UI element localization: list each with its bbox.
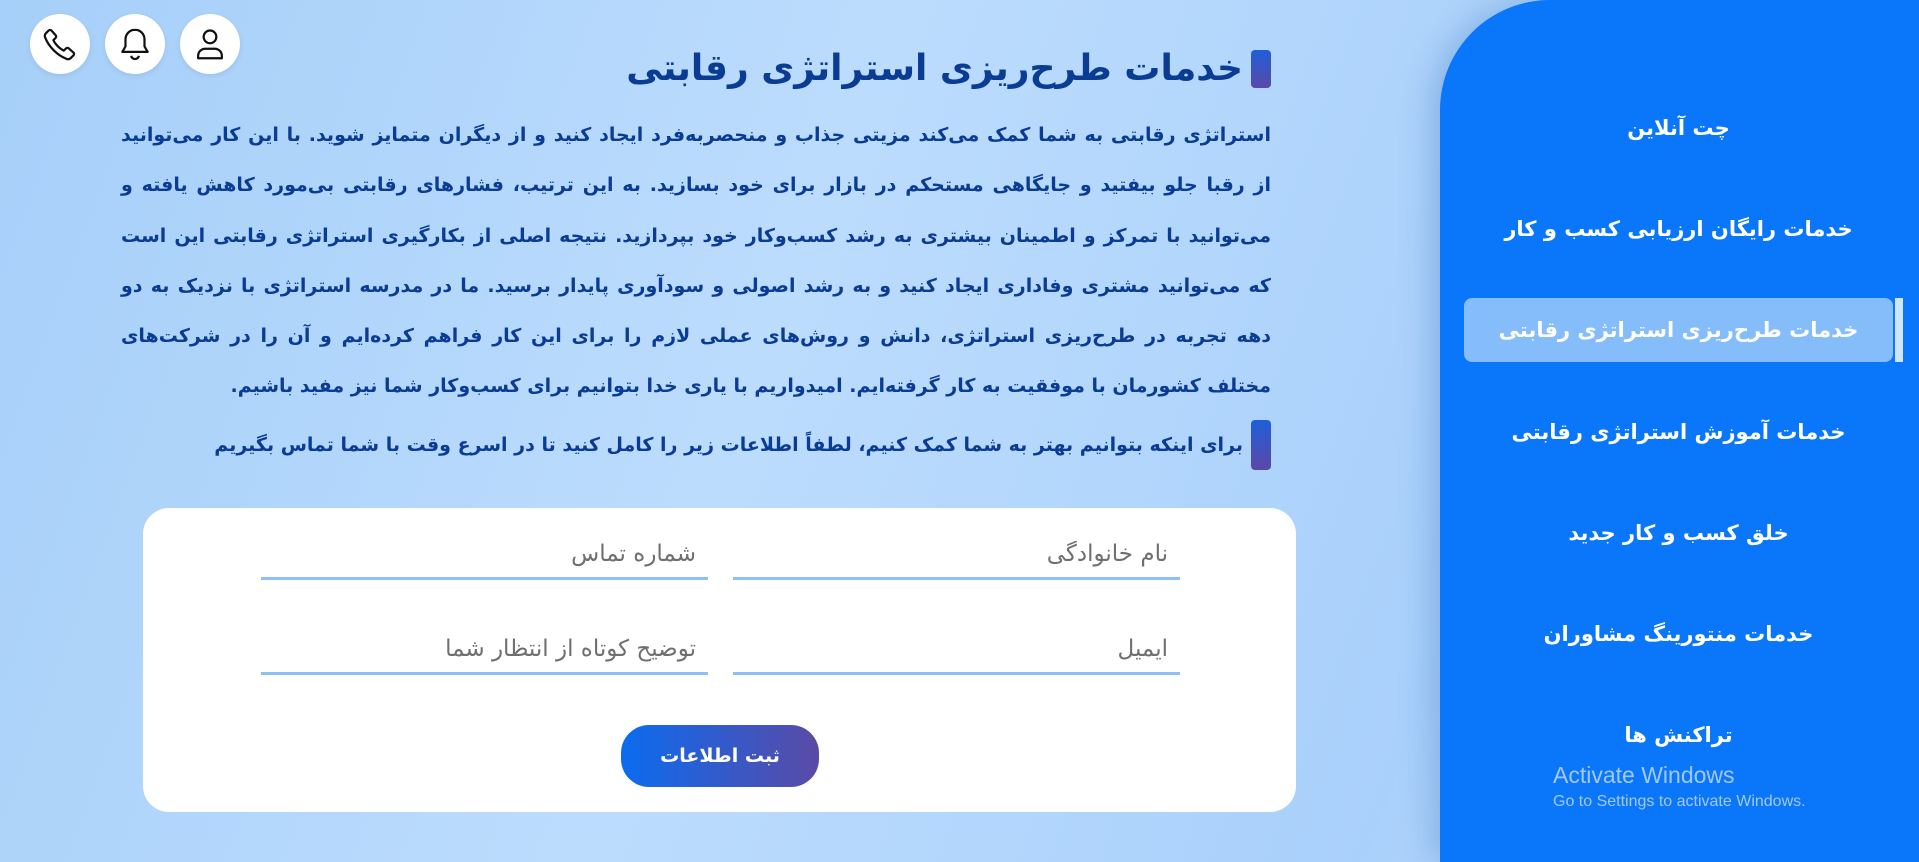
last-name-input[interactable] — [733, 530, 1180, 577]
last-name-field-wrapper — [733, 530, 1180, 580]
sidebar-item-mentoring[interactable] — [1464, 602, 1893, 666]
description-input[interactable] — [261, 625, 708, 672]
notifications-button[interactable] — [105, 14, 165, 74]
header-icons — [30, 14, 240, 74]
phone-button[interactable] — [30, 14, 90, 74]
sidebar-item-label: خلق کسب و کار جدید — [1568, 521, 1789, 545]
profile-button[interactable] — [180, 14, 240, 74]
sidebar-item-online-chat[interactable] — [1464, 96, 1893, 160]
email-field-wrapper — [733, 625, 1180, 675]
watermark-title: Activate Windows — [1553, 762, 1735, 788]
submit-button[interactable]: ثبت اطلاعات — [621, 725, 819, 787]
sidebar-item-strategy-training[interactable] — [1464, 400, 1893, 464]
title-marker — [1251, 50, 1271, 88]
description-field-wrapper — [261, 625, 708, 675]
sidebar-item-label: تراکنش ها — [1624, 723, 1733, 747]
user-icon — [191, 25, 229, 63]
sidebar-item-free-evaluation[interactable] — [1464, 197, 1893, 261]
sidebar-item-label: خدمات آموزش استراتژی رقابتی — [1511, 420, 1846, 444]
watermark-subtitle: Go to Settings to activate Windows. — [1553, 793, 1806, 810]
sidebar-item-transactions[interactable] — [1464, 703, 1893, 767]
contact-form — [143, 508, 1296, 812]
sidebar-item-label: خدمات رایگان ارزیابی کسب و کار — [1504, 217, 1853, 241]
email-input[interactable] — [733, 625, 1180, 672]
page-title-text: خدمات طرح‌ریزی استراتژی رقابتی — [626, 48, 1243, 89]
phone-input[interactable] — [261, 530, 708, 577]
bell-icon — [116, 25, 154, 63]
sidebar-item-strategy-planning[interactable] — [1464, 298, 1893, 362]
prompt-marker — [1251, 420, 1271, 470]
sidebar-item-label: چت آنلاین — [1627, 116, 1730, 140]
sidebar — [1440, 0, 1919, 862]
form-prompt — [214, 420, 1271, 470]
form-prompt-text: برای اینکه بتوانیم بهتر به شما کمک کنیم، لطفاً اطلاعات زیر را کامل کنید تا در اسرع وقت با شما تماس بگیریم — [214, 434, 1243, 456]
phone-field-wrapper — [261, 530, 708, 580]
description-paragraph: استراتژی رقابتی به شما کمک می‌کند مزیتی جذاب و منحصربه‌فرد ایجاد کنید و از دیگران متمایز شوید. با این کار می‌توانید از رقبا جلو بیفتید و جایگاهی مستحکم در بازار برای خود بسازید. به این ترتیب، فشارهای رقابتی بی‌مورد کاهش یافته و می‌توانید با تمرکز و اطمینان بیشتری به رشد کسب‌وکار خود بپردازید. نتیجه اصلی از بکارگیری استراتژی رقابتی این است که می‌توانید مشتری وفاداری ایجاد کنید و به رشد اصولی و سودآوری پایدار برسید. ما در مدرسه استراتژی با نزدیک به دو دهه تجربه در طرح‌ریزی استراتژی، دانش و روش‌های عملی لازم را برای این کار فراهم کرده‌ایم و آن را در شرکت‌های مختلف کشورمان با موفقیت به کار گرفته‌ایم. امیدواریم با یاری خدا بتوانیم برای کسب‌وکار شما نیز مفید باشیم. — [121, 124, 1271, 398]
sidebar-item-label: خدمات طرح‌ریزی استراتژی رقابتی — [1498, 318, 1859, 342]
page-title — [626, 48, 1271, 89]
sidebar-item-new-business[interactable] — [1464, 501, 1893, 565]
sidebar-item-label: خدمات منتورینگ مشاوران — [1543, 622, 1814, 646]
phone-icon — [41, 25, 79, 63]
windows-activation-watermark — [1553, 762, 1806, 811]
